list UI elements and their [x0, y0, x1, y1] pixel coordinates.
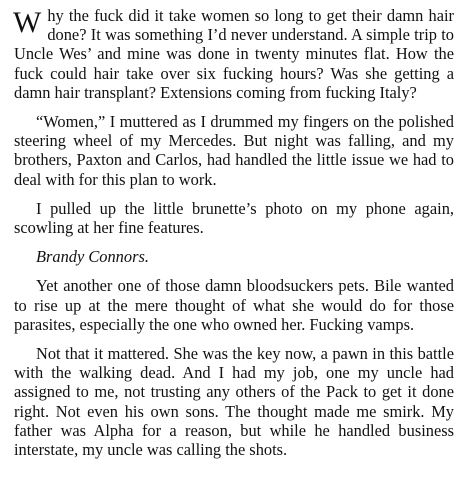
paragraph-pawn: Not that it mattered. She was the key now, a pawn in this battle with the walking dead. And I had my job, one my uncle had assigned to me, not trusting any others of the Pack to get it done right. Not even his own sons. The thought made me smirk. My father was Alpha for a reason, but while he handled business interstate, my uncle was calling the shots.	[14, 344, 454, 460]
paragraph-opening	[14, 6, 454, 102]
paragraph-opening-text: hy the fuck did it take women so long to get their damn hair done? It was something I’d never understand. A simple trip to Uncle Wes’ and mine was done in twenty minutes flat. How the fuck could hair take over six fucking hours? Was she getting a damn hair transplant? Extensions coming from fucking Italy?	[14, 6, 454, 102]
paragraph-bloodsuckers: Yet another one of those damn bloodsuckers pets. Bile wanted to rise up at the mere thought of what she would do for those parasites, especially the one who owned her. Fucking vamps.	[14, 276, 454, 334]
paragraph-photo: I pulled up the little brunette’s photo on my phone again, scowling at her fine features.	[14, 198, 454, 238]
drop-cap: W	[13, 6, 42, 39]
paragraph-women: “Women,” I muttered as I drummed my fingers on the polished steering wheel of my Mercedes. But night was falling, and my brothers, Paxton and Carlos, had handled the little issue we had to deal with for this plan to work.	[14, 112, 454, 189]
book-page	[14, 6, 454, 469]
paragraph-name: Brandy Connors.	[36, 247, 149, 267]
